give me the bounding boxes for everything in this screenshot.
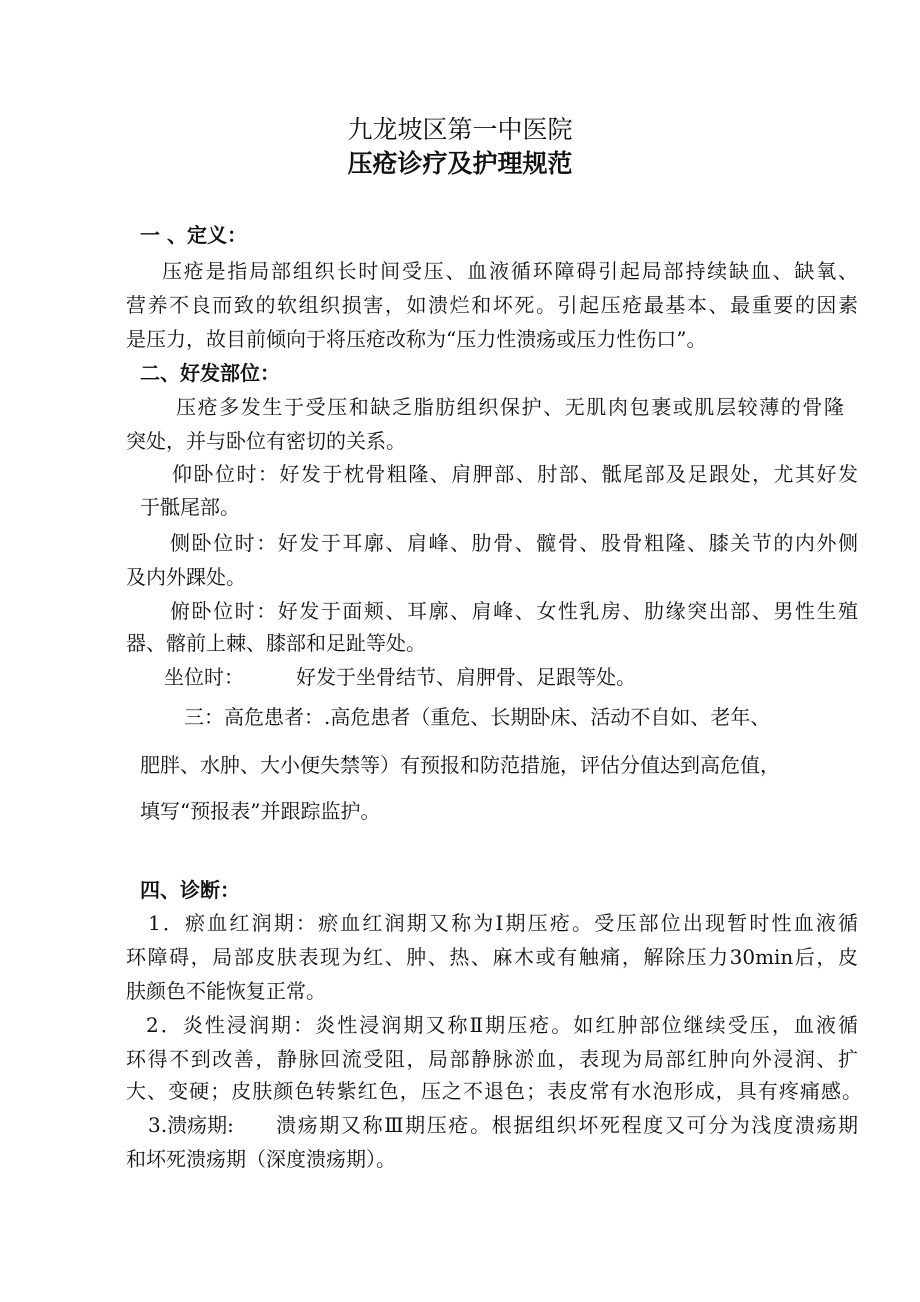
paragraph-line: 1．瘀血红润期：瘀血红润期又称为Ⅰ期压疮。受压部位出现暂时性血液循 (148, 911, 858, 935)
paragraph-line: 填写“预报表”并跟踪监护。 (140, 799, 381, 823)
paragraph-line: 营养不良而致的软组织损害，如溃烂和坏死。引起压疮最基本、最重要的因素 (126, 293, 858, 317)
paragraph-line: 及内外踝处。 (126, 565, 246, 589)
section-heading-definition: 一 、定义： (140, 223, 247, 247)
document-title: 压疮诊疗及护理规范 (347, 149, 573, 178)
paragraph-line: 侧卧位时：好发于耳廓、肩峰、肋骨、髋骨、股骨粗隆、膝关节的内外侧 (170, 531, 858, 555)
section-heading-diagnosis: 四、诊断： (140, 878, 240, 902)
section-heading-sites: 二、好发部位： (140, 361, 280, 385)
sitting-label: 坐位时： (164, 665, 244, 689)
paragraph-line: 压疮是指局部组织长时间受压、血液循环障碍引起局部持续缺血、缺氧、 (162, 259, 858, 283)
stage3-text: 溃疡期又称Ⅲ期压疮。根据组织坏死程度又可分为浅度溃疡期 (276, 1113, 858, 1137)
paragraph-line: 2．炎性浸润期：炎性浸润期又称Ⅱ期压疮。如红肿部位继续受压，血液循 (146, 1013, 858, 1037)
paragraph-line: 肥胖、水肿、大小便失禁等）有预报和防范措施，评估分值达到高危值， (140, 753, 780, 777)
paragraph-line: 俯卧位时：好发于面颊、耳廓、肩峰、女性乳房、肋缘突出部、男性生殖 (170, 599, 858, 623)
hospital-name: 九龙坡区第一中医院 (347, 115, 573, 144)
stage3-label: 3.溃疡期: (148, 1113, 234, 1137)
paragraph-line: 器、髂前上棘、膝部和足趾等处。 (126, 631, 426, 655)
paragraph-line: 压疮多发生于受压和缺乏脂肪组织保护、无肌肉包裹或肌层较薄的骨隆 (176, 395, 844, 419)
paragraph-line: 突处，并与卧位有密切的关系。 (126, 429, 406, 453)
paragraph-line: 肤颜色不能恢复正常。 (126, 979, 326, 1003)
paragraph-line: 是压力，故目前倾向于将压疮改称为“压力性溃疡或压力性伤口”。 (126, 327, 707, 351)
sitting-text: 好发于坐骨结节、肩胛骨、足跟等处。 (296, 665, 636, 689)
paragraph-line: 于骶尾部。 (140, 495, 240, 519)
paragraph-line: 大、变硬；皮肤颜色转紫红色，压之不退色；表皮常有水泡形成，具有疼痛感。 (126, 1079, 862, 1103)
paragraph-line: 仰卧位时：好发于枕骨粗隆、肩胛部、肘部、骶尾部及足跟处，尤其好发 (172, 462, 858, 486)
paragraph-line: 环得不到改善，静脉回流受阻，局部静脉淤血，表现为局部红肿向外浸润、扩 (126, 1047, 858, 1071)
paragraph-line: 环障碍，局部皮肤表现为红、肿、热、麻木或有触痛，解除压力30min后，皮 (126, 945, 858, 969)
paragraph-line: 三：高危患者：.高危患者（重危、长期卧床、活动不自如、老年、 (184, 705, 771, 729)
paragraph-line: 和坏死溃疡期（深度溃疡期）。 (126, 1147, 396, 1171)
